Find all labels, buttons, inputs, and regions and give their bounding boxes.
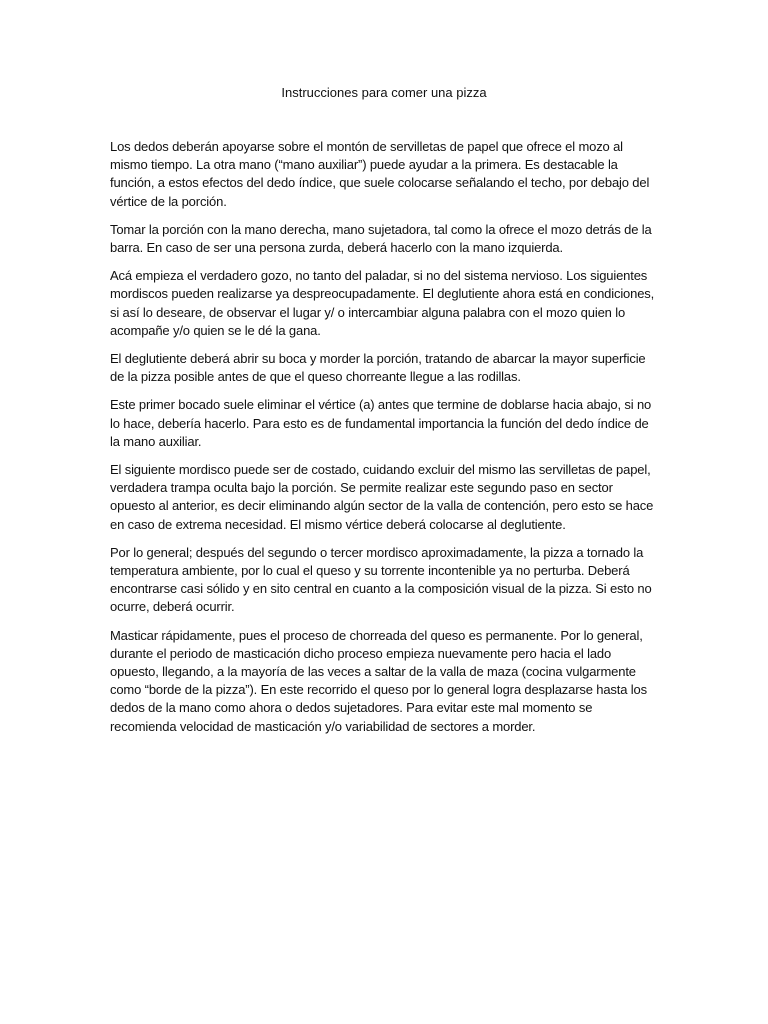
document-title: Instrucciones para comer una pizza (281, 85, 487, 100)
document-body (110, 138, 658, 746)
paragraph-6: El siguiente mordisco puede ser de costado, cuidando excluir del mismo las servilletas de papel, verdadera trampa oculta bajo la porción. Se permite realizar este segundo paso en sector opuesto al anterior, es decir eliminando algún sector de la valla de contención, pero esto se hace en caso de extrema necesidad. El mismo vértice deberá colocarse al deglutiente. (110, 462, 654, 532)
paragraph-4: El deglutiente deberá abrir su boca y morder la porción, tratando de abarcar la mayor superficie de la pizza posible antes de que el queso chorreante llegue a las rodillas. (110, 351, 646, 385)
paragraph-7: Por lo general; después del segundo o tercer mordisco aproximadamente, la pizza a tornado la temperatura ambiente, por lo cual el queso y su torrente incontenible ya no perturba. Deberá encontrarse casi sólido y en sito central en cuanto a la composición visual de la pizza. Si esto no ocurre, deberá ocurrir. (110, 544, 652, 615)
paragraph-5: Este primer bocado suele eliminar el vértice (a) antes que termine de doblarse hacia abajo, si no lo hace, debería hacerlo. Para esto es de fundamental importancia la función del dedo índice de la mano auxiliar. (110, 397, 652, 449)
paragraph-8: Masticar rápidamente, pues el proceso de chorreada del queso es permanente. Por lo general, durante el periodo de masticación dicho proceso empieza nuevamente pero hacia el lado opuesto, llegando, a la mayoría de las veces a saltar de la valla de maza (cocina vulgarmente como “borde de la pizza”). En este recorrido el queso por lo general logra desplazarse hasta los dedos de la mano como ahora o dedos sujetadores. Para evitar este mal momento se recomienda velocidad de masticación y/o variabilidad de sectores a morder. (110, 627, 647, 734)
paragraph-1: Los dedos deberán apoyarse sobre el montón de servilletas de papel que ofrece el mozo al mismo tiempo. La otra mano (“mano auxiliar”) puede ayudar a la primera. Es destacable la función, a estos efectos del dedo índice, que suele colocarse señalando el techo, por debajo del vértice de la porción. (110, 139, 650, 209)
paragraph-3: Acá empieza el verdadero gozo, no tanto del paladar, si no del sistema nervioso. Los siguientes mordiscos pueden realizarse ya despreocupadamente. El deglutiente ahora está en condiciones, si así lo deseare, de observar el lugar y/ o intercambiar alguna palabra con el mozo quien lo acompañe y/o quien se le dé la gana. (110, 268, 655, 338)
paragraph-2: Tomar la porción con la mano derecha, mano sujetadora, tal como la ofrece el mozo detrás de la barra. En caso de ser una persona zurda, deberá hacerlo con la mano izquierda. (110, 221, 652, 256)
